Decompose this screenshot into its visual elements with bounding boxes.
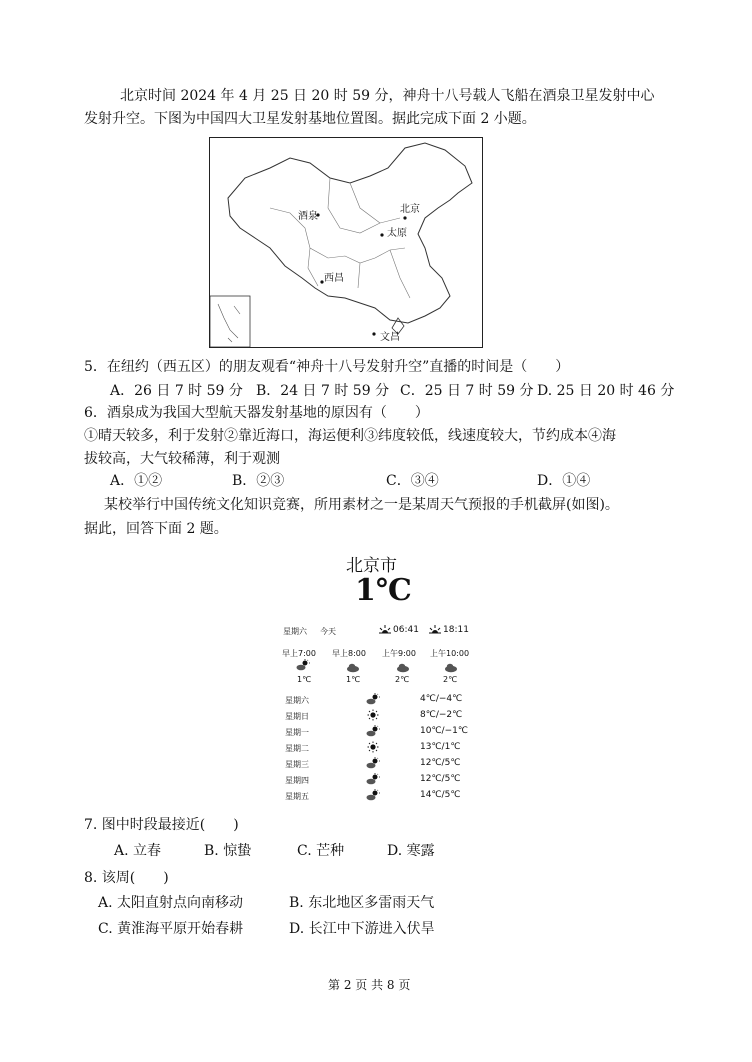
- intro2-line-1: 某校举行中国传统文化知识竞赛，所用素材之一是某周天气预报的手机截屏(如图)。: [104, 497, 619, 513]
- daily-day-1: 星期六: [285, 696, 309, 705]
- q6-line-2: 拔较高，大气较稀薄，利于观测: [84, 451, 280, 467]
- q7-option-b: B. 惊蛰: [204, 843, 252, 859]
- daily-day-7: 星期五: [285, 792, 309, 801]
- q7-stem: 7. 图中时段最接近( ): [84, 817, 239, 833]
- cloud-icon: [444, 661, 458, 673]
- weather-today-label: 今天: [320, 627, 336, 636]
- q8-stem: 8. 该周( ): [84, 870, 169, 886]
- map-label-beijing: 北京: [400, 204, 420, 215]
- daily-range-4: 13℃/1℃: [420, 742, 461, 752]
- daily-range-5: 12℃/5℃: [420, 758, 461, 768]
- partly-sunny-icon: [296, 659, 310, 671]
- daily-day-4: 星期二: [285, 744, 309, 753]
- china-launch-sites-map: [209, 137, 483, 348]
- intro-line-1: 北京时间 2024 年 4 月 25 日 20 时 59 分，神舟十八号载人飞船在酒泉卫星发射中心: [120, 88, 655, 104]
- hourly-time-4: 上午10:00: [430, 649, 470, 658]
- hourly-temp-4: 2℃: [443, 675, 458, 684]
- sun-icon: [366, 709, 380, 721]
- q8-option-c: C. 黄淮海平原开始春耕: [98, 921, 244, 937]
- hourly-time-2: 早上8:00: [332, 649, 366, 658]
- q7-option-a: A. 立春: [114, 843, 162, 859]
- q5-stem: 5．在纽约（西五区）的朋友观看“神舟十八号发射升空”直播的时间是（ ）: [84, 359, 570, 375]
- daily-range-1: 4℃/−4℃: [420, 694, 463, 704]
- partly-sunny-icon: [366, 725, 380, 737]
- partly-sunny-icon: [366, 757, 380, 769]
- weather-city: 北京市: [346, 556, 397, 576]
- china-map-outline: [210, 138, 482, 347]
- q8-option-d: D. 长江中下游进入伏旱: [289, 921, 435, 937]
- sunrise-time: 06:41: [393, 625, 419, 635]
- intro-line-2: 发射升空。下图为中国四大卫星发射基地位置图。据此完成下面 2 小题。: [84, 111, 536, 127]
- daily-day-6: 星期四: [285, 776, 309, 785]
- q5-option-a: A．26 日 7 时 59 分: [110, 383, 243, 399]
- q6-option-d: D．①④: [537, 473, 591, 489]
- daily-day-3: 星期一: [285, 728, 309, 737]
- sun-icon: [366, 741, 380, 753]
- q7-option-c: C. 芒种: [297, 843, 345, 859]
- cloud-icon: [396, 661, 410, 673]
- hourly-time-1: 早上7:00: [282, 649, 316, 658]
- daily-range-2: 8℃/−2℃: [420, 710, 463, 720]
- intro2-line-2: 据此，回答下面 2 题。: [84, 521, 228, 537]
- q8-option-b: B. 东北地区多雷雨天气: [289, 895, 435, 911]
- q5-option-c: C．25 日 7 时 59 分: [400, 383, 534, 399]
- partly-sunny-icon: [366, 773, 380, 785]
- weather-today-day: 星期六: [283, 627, 307, 636]
- partly-sunny-icon: [366, 693, 380, 705]
- q6-stem: 6．酒泉成为我国大型航天器发射基地的原因有（ ）: [84, 405, 429, 421]
- map-label-wenchang: 文昌: [380, 332, 400, 343]
- q6-line-1: ①晴天较多，利于发射②靠近海口，海运便利③纬度较低，线速度较大，节约成本④海: [84, 428, 616, 444]
- map-label-jiuquan: 酒泉: [298, 211, 318, 222]
- map-label-taiyuan: 太原: [387, 228, 407, 239]
- sunset-icon: [428, 623, 442, 635]
- q7-option-d: D. 寒露: [387, 843, 435, 859]
- q6-option-b: B．②③: [232, 473, 285, 489]
- q5-option-d: D. 25 日 20 时 46 分: [537, 383, 675, 399]
- hourly-temp-1: 1℃: [297, 675, 312, 684]
- q6-option-c: C．③④: [386, 473, 439, 489]
- cloud-icon: [346, 661, 360, 673]
- partly-sunny-icon: [366, 789, 380, 801]
- daily-day-2: 星期日: [285, 712, 309, 721]
- page-number: 第 2 页 共 8 页: [328, 978, 411, 992]
- weather-current-temp: 1℃: [355, 573, 412, 608]
- q6-option-a: A．①②: [110, 473, 163, 489]
- sunset-time: 18:11: [443, 625, 469, 635]
- map-label-xichang: 西昌: [324, 273, 344, 284]
- hourly-temp-3: 2℃: [395, 675, 410, 684]
- daily-range-3: 10℃/−1℃: [420, 726, 468, 736]
- q5-option-b: B．24 日 7 时 59 分: [256, 383, 390, 399]
- daily-day-5: 星期三: [285, 760, 309, 769]
- hourly-temp-2: 1℃: [346, 675, 361, 684]
- hourly-time-3: 上午9:00: [382, 649, 416, 658]
- q8-option-a: A. 太阳直射点向南移动: [98, 895, 244, 911]
- daily-range-7: 14℃/5℃: [420, 790, 461, 800]
- sunrise-icon: [378, 623, 392, 635]
- daily-range-6: 12℃/5℃: [420, 774, 461, 784]
